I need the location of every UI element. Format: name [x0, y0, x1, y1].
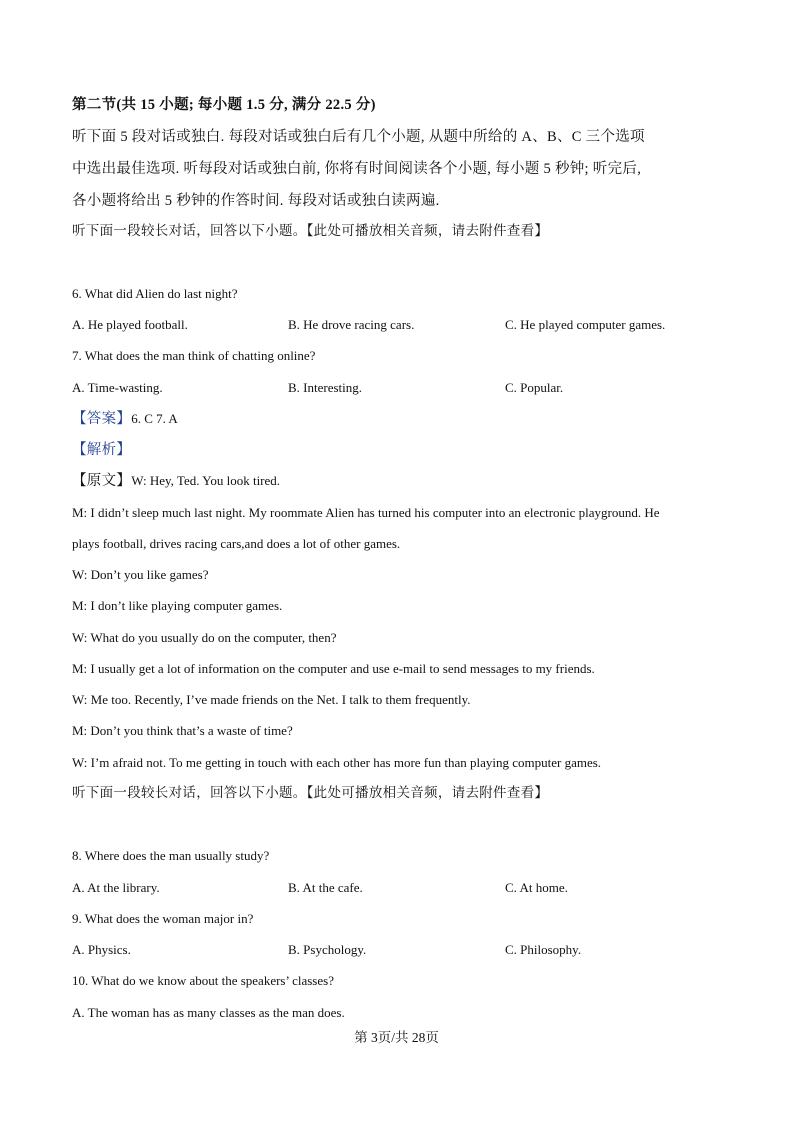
question-7-option-c: C. Popular. — [505, 380, 564, 395]
question-7-option-b: B. Interesting. — [288, 380, 363, 395]
question-9-stem: 9. What does the woman major in? — [72, 911, 254, 926]
question-8-option-c: C. At home. — [505, 880, 568, 895]
answer-text: 6. C 7. A — [131, 411, 178, 426]
question-9-option-a: A. Physics. — [72, 942, 131, 957]
transcript-line: plays football, drives racing cars,and does a lot of other games. — [72, 536, 401, 551]
question-6-option-b: B. He drove racing cars. — [288, 317, 415, 332]
instruction-line: 各小题将给出 5 秒钟的作答时间. 每段对话或独白读两遍. — [72, 193, 440, 209]
section-heading: 第二节(共 15 小题; 每小题 1.5 分, 满分 22.5 分) — [72, 97, 376, 113]
question-6-option-c: C. He played computer games. — [505, 317, 666, 332]
question-7-option-a: A. Time-wasting. — [72, 380, 163, 395]
question-8-option-b: B. At the cafe. — [288, 880, 363, 895]
question-6-option-a: A. He played football. — [72, 317, 188, 332]
question-9-option-b: B. Psychology. — [288, 942, 367, 957]
question-7-stem: 7. What does the man think of chatting online? — [72, 348, 316, 363]
answer-line — [72, 410, 178, 428]
question-9-option-c: C. Philosophy. — [505, 942, 582, 957]
question-6-stem: 6. What did Alien do last night? — [72, 286, 238, 301]
question-8-stem: 8. Where does the man usually study? — [72, 848, 270, 863]
instruction-line: 中选出最佳选项. 听每段对话或独白前, 你将有时间阅读各个小题, 每小题 5 秒钟; 听完后, — [72, 161, 642, 177]
question-10-stem: 10. What do we know about the speakers’ classes? — [72, 973, 334, 988]
transcript-line: M: I didn’t sleep much last night. My roommate Alien has turned his computer into an electronic playground. He — [72, 505, 660, 520]
transcript-line: M: Don’t you think that’s a waste of time? — [72, 723, 293, 738]
transcript-line: W: I’m afraid not. To me getting in touch with each other has more fun than playing computer games. — [72, 755, 602, 770]
transcript-line — [72, 472, 280, 490]
transcript-label: 【原文】 — [72, 473, 132, 489]
question-10-option-a: A. The woman has as many classes as the man does. — [72, 1005, 345, 1020]
transcript-line: W: Me too. Recently, I’ve made friends on the Net. I talk to them frequently. — [72, 692, 471, 707]
dialogue-intro: 听下面一段较长对话，回答以下小题。【此处可播放相关音频，请去附件查看】 — [72, 223, 549, 238]
transcript-line: M: I don’t like playing computer games. — [72, 598, 283, 613]
instruction-line: 听下面 5 段对话或独白. 每段对话或独白后有几个小题, 从题中所给的 A、B、C 三个选项 — [72, 129, 645, 145]
page-number: 第 3页/共 28页 — [354, 1030, 439, 1045]
analysis-label: 【解析】 — [72, 442, 132, 458]
transcript-line: W: What do you usually do on the computer, then? — [72, 630, 337, 645]
transcript-text: W: Hey, Ted. You look tired. — [131, 473, 281, 488]
answer-label: 【答案】 — [72, 411, 132, 427]
dialogue-intro: 听下面一段较长对话，回答以下小题。【此处可播放相关音频，请去附件查看】 — [72, 785, 549, 800]
transcript-line: M: I usually get a lot of information on the computer and use e-mail to send messages to my friends. — [72, 661, 595, 676]
question-8-option-a: A. At the library. — [72, 880, 160, 895]
transcript-line: W: Don’t you like games? — [72, 567, 209, 582]
